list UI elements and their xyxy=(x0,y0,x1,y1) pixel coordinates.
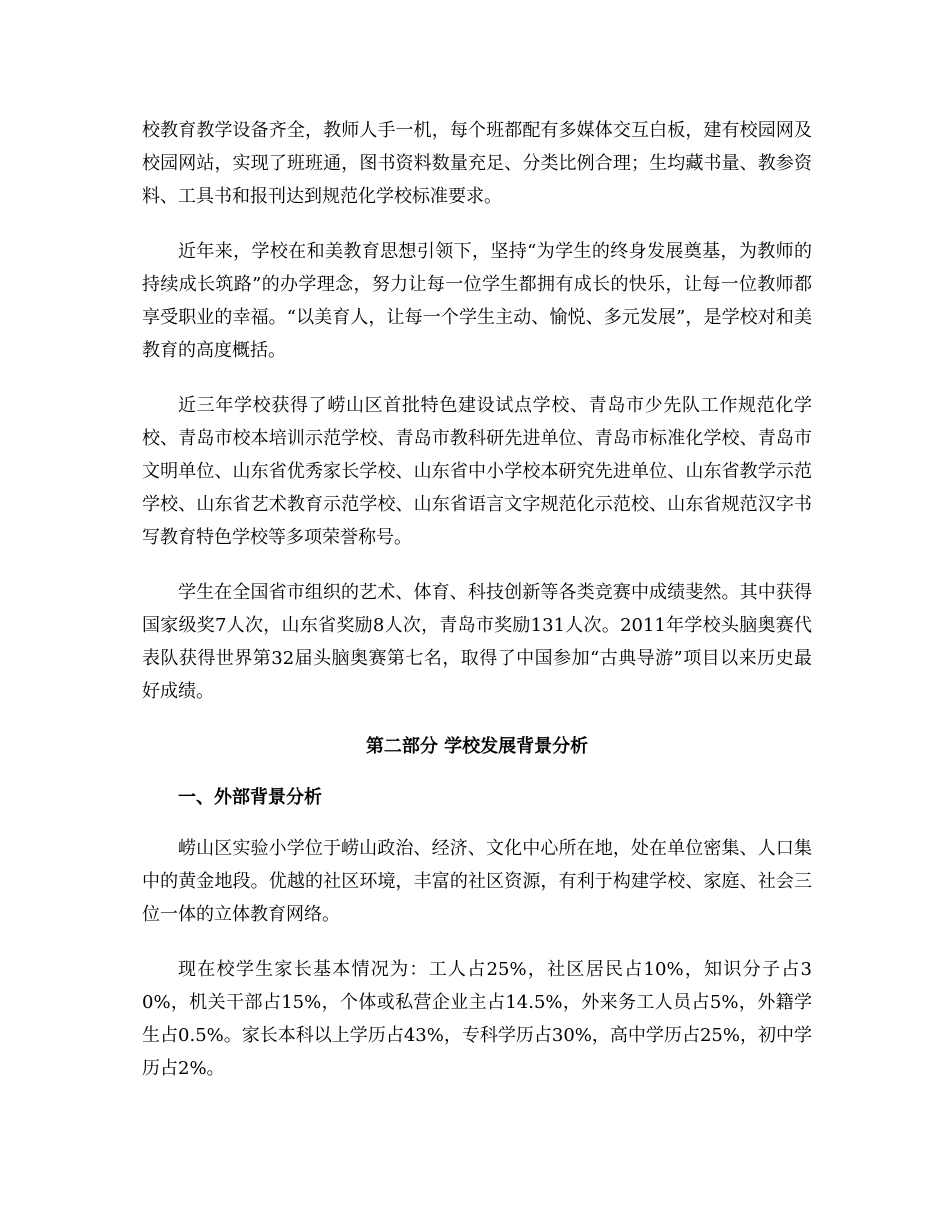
paragraph-parent-statistics: 现在校学生家长基本情况为：工人占25%，社区居民占10%，知识分子占30%，机关干部占15%，个体或私营企业主占14.5%，外来务工人员占5%，外籍学生占0.5%。家长本科以上学历占43%，专科学历占30%，高中学历占25%，初中学历占2%。 xyxy=(142,959,812,1079)
paragraph-school-facilities: 校教育教学设备齐全，教师人手一机，每个班都配有多媒体交互白板，建有校园网及校园网站，实现了班班通，图书资料数量充足、分类比例合理；生均藏书量、教参资料、工具书和报刊达到规范化学校标准要求。 xyxy=(142,120,812,207)
paragraph-school-philosophy: 近年来，学校在和美教育思想引领下，坚持“为学生的终身发展奠基，为教师的持续成长筑路”的办学理念，努力让每一位学生都拥有成长的快乐，让每一位教师都享受职业的幸福。“以美育人，让每一个学生主动、愉悦、多元发展”，是学校对和美教育的高度概括。 xyxy=(142,241,812,361)
document-page xyxy=(142,114,812,1107)
paragraph-student-awards: 学生在全国省市组织的艺术、体育、科技创新等各类竞赛中成绩斐然。其中获得国家级奖7人次，山东省奖励8人次，青岛市奖励131人次。2011年学校头脑奥赛代表队获得世界第32届头脑奥赛第七名，取得了中国参加“古典导游”项目以来历史最好成绩。 xyxy=(142,582,812,702)
subsection-title: 一、外部背景分析 xyxy=(178,787,322,808)
paragraph-school-honors: 近三年学校获得了崂山区首批特色建设试点学校、青岛市少先队工作规范化学校、青岛市校本培训示范学校、青岛市教科研先进单位、青岛市标准化学校、青岛市文明单位、山东省优秀家长学校、山东省中小学校本研究先进单位、山东省教学示范学校、山东省艺术教育示范学校、山东省语言文字规范化示范校、山东省规范汉字书写教育特色学校等多项荣誉称号。 xyxy=(142,395,812,548)
paragraph-location: 崂山区实验小学位于崂山政治、经济、文化中心所在地，处在单位密集、人口集中的黄金地段。优越的社区环境，丰富的社区资源，有利于构建学校、家庭、社会三位一体的立体教育网络。 xyxy=(142,838,812,925)
section-title: 第二部分 学校发展背景分析 xyxy=(365,736,589,757)
